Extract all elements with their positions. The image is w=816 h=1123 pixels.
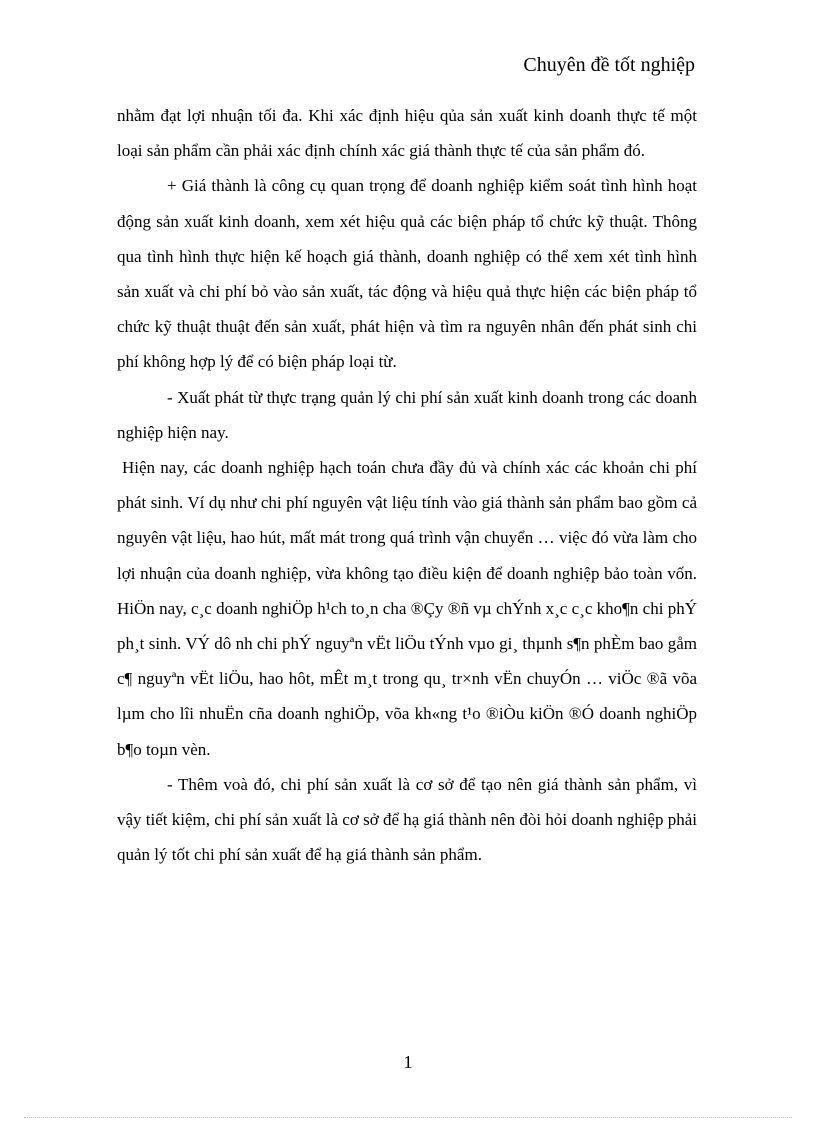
document-body (117, 98, 697, 872)
paragraph-4: Hiện nay, các doanh nghiệp hạch toán chưa đầy đủ và chính xác các khoản chi phí phát sinh. Ví dụ như chi phí nguyên vật liệu tính vào giá thành sản phẩm bao gồm cả nguyên vật liệu, hao hút, mất mát trong quá trình vận chuyển … việc đó vừa làm cho lợi nhuận của doanh nghiệp, vừa không tạo điều kiện để doanh nghiệp bảo toàn vốn. HiÖn nay, c¸c doanh nghiÖp h¹ch to¸n cha ®Çy ®ñ vµ chÝnh x¸c c¸c kho¶n chi phÝ ph¸t sinh. VÝ dô nh chi phÝ nguyªn vËt liÖu tÝnh vµo gi¸ thµnh s¶n phÈm bao gåm c¶ nguyªn vËt liÖu, hao hôt, mÊt m¸t trong qu¸ tr×nh vËn chuyÓn … viÖc ®ã võa lµm cho lîi nhuËn cña doanh nghiÖp, võa kh«ng t¹o ®iÒu kiÖn ®Ó doanh nghiÖp b¶o toµn vèn. (117, 458, 697, 759)
page-number: 1 (403, 1052, 413, 1072)
paragraph-3: - Xuất phát từ thực trạng quản lý chi phí sản xuất kinh doanh trong các doanh nghiệp hiện nay. (117, 387, 697, 442)
paragraph-1: nhằm đạt lợi nhuận tối đa. Khi xác định hiệu qủa sản xuất kinh doanh thực tế một loại sản phẩm cần phải xác định chính xác giá thành thực tế của sản phẩm đó. (117, 106, 697, 161)
paragraph-2: + Giá thành là công cụ quan trọng để doanh nghiệp kiểm soát tình hình hoạt động sản xuất kinh doanh, xem xét hiệu quả các biện pháp tổ chức kỹ thuật. Thông qua tình hình thực hiện kế hoạch giá thành, doanh nghiệp có thể xem xét tình hình sản xuất và chi phí bỏ vào sản xuất, tác động và hiệu quả thực hiện các biện pháp tổ chức kỹ thuật thuật đến sản xuất, phát hiện và tìm ra nguyên nhân đến phát sinh chi phí không hợp lý để có biện pháp loại từ. (117, 176, 697, 372)
page-bottom-divider (24, 1117, 792, 1118)
document-header-title: Chuyên đề tốt nghiệp (523, 54, 695, 76)
paragraph-5: - Thêm voà đó, chi phí sản xuất là cơ sở để tạo nên giá thành sản phẩm, vì vậy tiết kiệm, chi phí sản xuất là cơ sở để hạ giá thành nên đòi hỏi doanh nghiệp phải quản lý tốt chi phí sản xuất để hạ giá thành sản phẩm. (117, 774, 697, 865)
